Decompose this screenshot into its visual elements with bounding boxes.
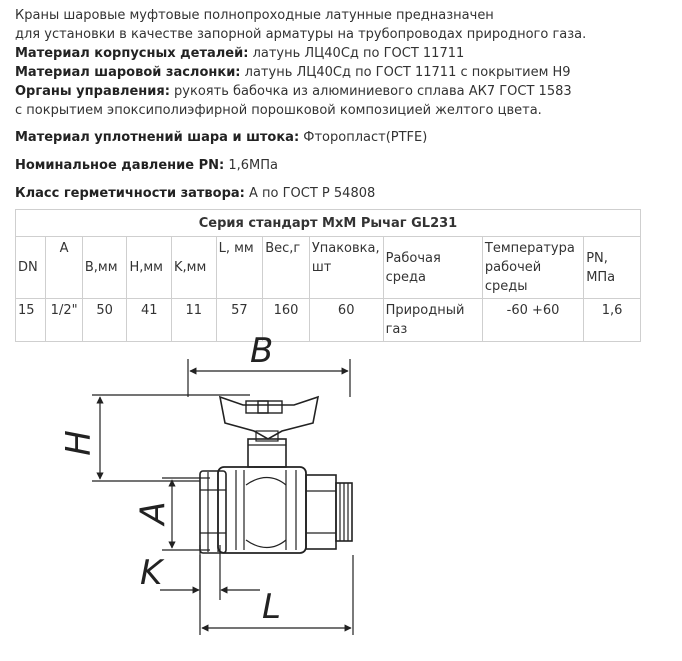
ball-material-value: латунь ЛЦ40Сд по ГОСТ 11711 с покрытием Н9	[240, 65, 571, 80]
cell-k: 11	[172, 299, 217, 342]
cell-dn: 15	[16, 299, 46, 342]
cell-medium: Природный газ	[383, 299, 482, 342]
header-pack: Упаковка, шт	[309, 237, 383, 299]
valve-stem	[248, 439, 286, 467]
cell-l: 57	[216, 299, 263, 342]
cell-h: 41	[127, 299, 172, 342]
ball-material	[15, 63, 675, 82]
nominal-pressure-label: Номинальное давление PN:	[15, 158, 225, 173]
cell-a: 1/2"	[46, 299, 82, 342]
header-k: K,мм	[172, 237, 217, 299]
dim-label-h: H	[58, 430, 99, 456]
ball-material-label: Материал шаровой заслонки:	[15, 65, 241, 80]
seal-material-label: Материал уплотнений шара и штока:	[15, 130, 300, 145]
controls-value: рукоять бабочка из алюминиевого сплава АК7 ГОСТ 1583	[169, 84, 572, 99]
product-description	[15, 6, 675, 203]
header-medium: Рабочая среда	[383, 237, 482, 299]
intro-line-2: для установки в качестве запорной арматуры на трубопроводах природного газа.	[15, 27, 587, 42]
cell-pn: 1,6	[584, 299, 641, 342]
nominal-pressure	[15, 156, 675, 175]
controls-label: Органы управления:	[15, 84, 170, 99]
header-b: B,мм	[82, 237, 127, 299]
body-material-label: Материал корпусных деталей:	[15, 46, 249, 61]
dim-label-a: A	[133, 501, 174, 525]
valve-handle	[220, 397, 318, 439]
header-temp: Температура рабочей среды	[482, 237, 583, 299]
header-pn: PN, МПа	[584, 237, 641, 299]
header-l: L, мм	[216, 237, 263, 299]
tightness-class	[15, 184, 675, 203]
controls-value-line-2: с покрытием эпоксиполиэфирной порошковой композицией желтого цвета.	[15, 103, 542, 118]
body-material	[15, 44, 675, 63]
header-a: A	[46, 237, 82, 299]
valve-body	[218, 467, 306, 553]
seal-material-value: Фторопласт(PTFE)	[299, 130, 428, 145]
cell-temp: -60 +60	[482, 299, 583, 342]
body-material-value: латунь ЛЦ40Сд по ГОСТ 11711	[248, 46, 465, 61]
header-dn: DN	[16, 237, 46, 299]
valve-female-end	[200, 471, 226, 553]
controls	[15, 82, 675, 101]
dim-label-l: L	[262, 587, 281, 627]
header-weight: Вес,г	[263, 237, 310, 299]
cell-pack: 60	[309, 299, 383, 342]
seal-material	[15, 128, 675, 147]
cell-weight: 160	[263, 299, 310, 342]
table-title: Серия стандарт МхМ Рычаг GL231	[16, 210, 641, 237]
dim-label-k: K	[140, 553, 163, 593]
header-h: H,мм	[127, 237, 172, 299]
valve-drawing-svg	[60, 335, 425, 655]
dim-label-b: B	[250, 331, 274, 371]
nominal-pressure-value: 1,6МПа	[224, 158, 278, 173]
tightness-class-value: А по ГОСТ Р 54808	[244, 186, 376, 201]
tightness-class-label: Класс герметичности затвора:	[15, 186, 245, 201]
table-header-row	[16, 237, 641, 299]
intro-line-1: Краны шаровые муфтовые полнопроходные латунные предназначен	[15, 8, 494, 23]
valve-drawing	[58, 331, 425, 655]
valve-male-end	[306, 475, 336, 549]
cell-b: 50	[82, 299, 127, 342]
spec-table	[15, 209, 641, 342]
